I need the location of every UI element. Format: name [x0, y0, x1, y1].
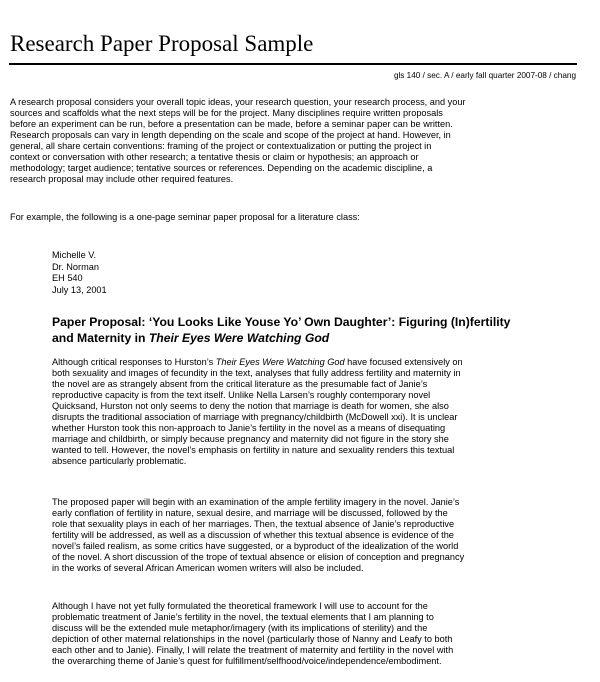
p1-line1-end: have focused extensively on [344, 357, 463, 367]
paragraph-line: early conflation of fertility in nature, sexual desire, and marriage will be discussed, followed by the [52, 508, 448, 518]
paragraph-line: the novel are as strangely absent from the critical literature as the presumable fact of Janie’s [52, 379, 428, 389]
p1-line1-start: Although critical responses to Hurston’s [52, 357, 216, 367]
paragraph-line: wanted to tell. However, the novel’s emphasis on fertility in nature and sexuality renders this textual [52, 445, 455, 455]
paragraph-line: both sexuality and images of fecundity in the text, analyses that fully address fertility and maternity in [52, 368, 461, 378]
paragraph-line: Quicksand, Hurston not only seems to deny the notion that marriage is death for women, she also [52, 401, 449, 411]
paragraph-line [52, 357, 574, 368]
paragraph-line: depiction of other maternal relationships in the novel (particularly those of Nanny and Leafy to both [52, 634, 453, 644]
paragraph-line: reproductive capacity is from the text itself. Unlike Nella Larsen’s roughly contemporary novel [52, 390, 431, 400]
paragraph-line: discuss will be the extended mule metaphor/imagery (with its implications of sterility) and the [52, 623, 428, 633]
intro-line: general, all share certain conventions: framing of the project or contextualization or putting the project in [10, 141, 432, 151]
title-underline-rule [9, 63, 577, 65]
intro-paragraph [10, 97, 580, 185]
paragraph-line: The proposed paper will begin with an examination of the ample fertility imagery in the novel. Janie’s [52, 497, 460, 507]
proposal-title-novel-name: Their Eyes Were Watching God [148, 330, 330, 345]
example-intro-paragraph: For example, the following is a one-page seminar paper proposal for a literature class: [10, 212, 360, 222]
body-paragraph-3 [52, 601, 574, 667]
novel-title-italic: Their Eyes Were Watching God [215, 357, 345, 367]
paragraph-line: whether Hurston took this non-approach to Janie’s fertility in the novel as a means of disequating [52, 423, 446, 433]
paragraph-line: novel’s failed realism, as some critics have suggested, or a byproduct of the idealization of the world [52, 541, 459, 551]
intro-line: A research proposal considers your overall topic ideas, your research question, your research process, and your [10, 97, 466, 107]
page-title: Research Paper Proposal Sample [10, 31, 314, 56]
paragraph-line: each other and to Janie). Finally, I will relate the treatment of maternity and fertility in the novel with [52, 645, 454, 655]
proposal-title [52, 315, 572, 346]
student-name: Michelle V. [52, 250, 97, 260]
body-paragraph-2 [52, 497, 574, 574]
instructor-name: Dr. Norman [52, 261, 99, 272]
intro-line: sources and scaffolds what the next steps will be for the project. Many disciplines require written proposals [10, 108, 443, 118]
course-code: EH 540 [52, 273, 83, 283]
proposal-title-prefix: and Maternity in [52, 330, 149, 345]
paragraph-line: the overarching theme of Janie’s quest for fulfillment/selfhood/voice/independence/embodiment. [52, 656, 442, 666]
paragraph-line: problematic treatment of Janie’s fertility in the novel, the textual elements that I am planning to [52, 612, 434, 622]
intro-line: methodology; target audience; tentative sources or references. Depending on the academic discipline, a [10, 163, 433, 173]
intro-line: Research proposals can vary in length depending on the scale and scope of the project at hand. However, in [10, 130, 451, 140]
paragraph-line: fertility will be addressed, as well as a discussion of whether this textual absence is evidence of the [52, 530, 454, 540]
intro-line: research proposal may include other required features. [10, 174, 234, 184]
paragraph-line: Although I have not yet fully formulated the theoretical framework I will use to account for the [52, 601, 428, 611]
body-paragraph-1 [52, 357, 574, 467]
paragraph-line: absence particularly problematic. [52, 456, 187, 466]
intro-line: before an experiment can be run, before a presentation can be made, before a seminar paper can be written. [10, 119, 453, 129]
course-info-line: gls 140 / sec. A / early fall quarter 2007-08 / chang [393, 71, 576, 80]
paragraph-line: in the works of several African American women writers will also be included. [52, 563, 364, 573]
paragraph-line: of the novel. A short discussion of the trope of textual absence or elision of conception and pregnancy [52, 552, 465, 562]
paragraph-line: marriage and childbirth, or simply because pregnancy and maternity did not figure in the story she [52, 434, 449, 444]
proposal-header-block [52, 250, 107, 296]
paragraph-line: role that sexuality plays in each of her marriages. Then, the textual absence of Janie’s reproductive [52, 519, 455, 529]
proposal-title-line-1: Paper Proposal: ‘You Looks Like Youse Yo’ Own Daughter’: Figuring (In)fertility [52, 315, 511, 329]
proposal-date: July 13, 2001 [52, 284, 107, 295]
intro-line: context or conversation with other research; a tentative thesis or claim or hypothesis; an approach or [10, 152, 419, 162]
paragraph-line: disrupts the traditional association of marriage with pregnancy/childbirth (McDowell xxi). It is unclear [52, 412, 458, 422]
proposal-title-line-2 [52, 331, 572, 347]
